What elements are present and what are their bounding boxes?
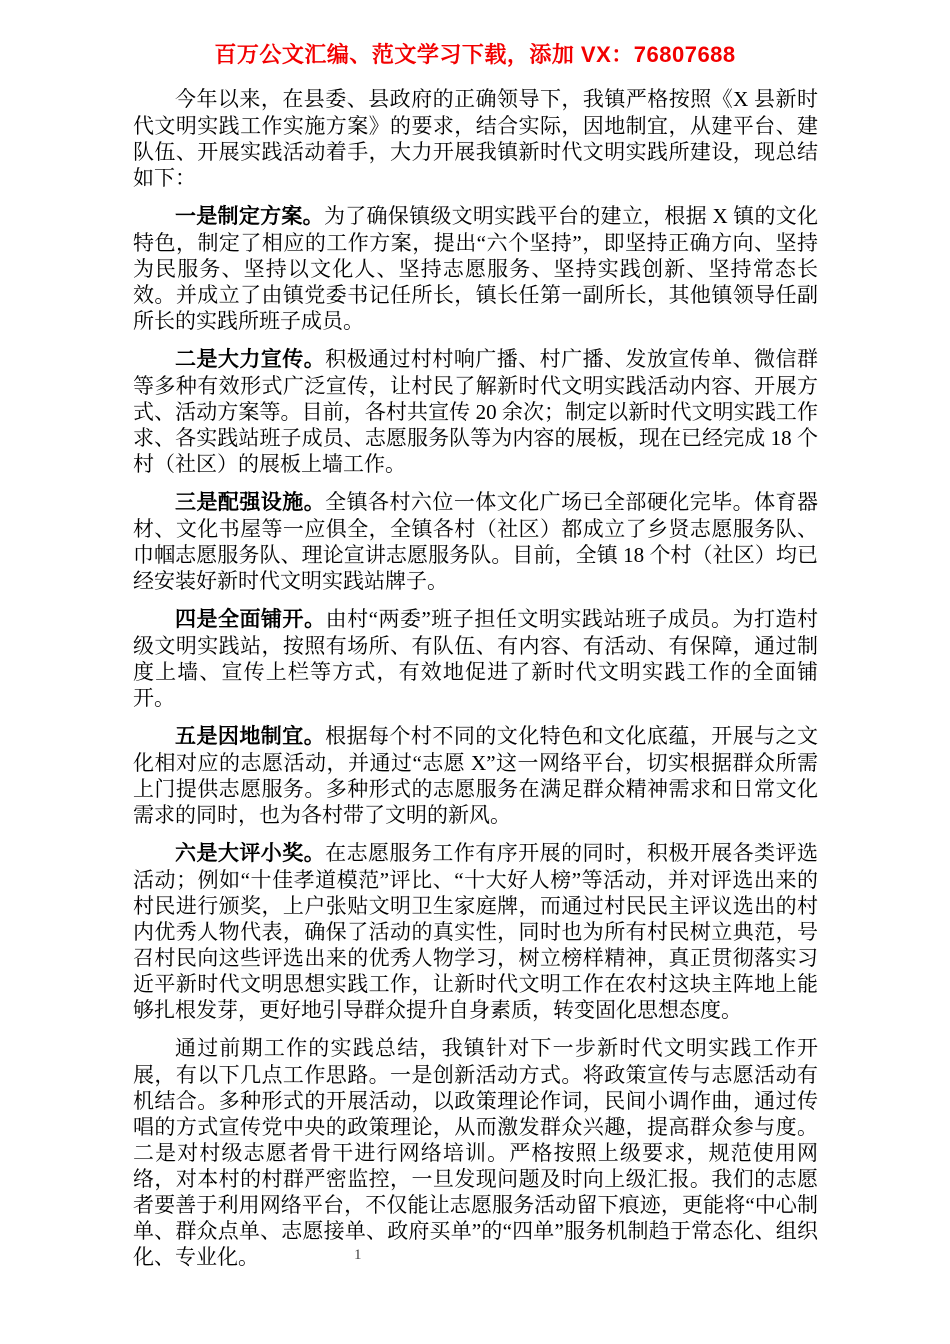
paragraph-text: 全镇各村六位一体文化广场已全部硬化完毕。体育器材、文化书屋等一应俱全，全镇各村（社区）都成立了乡贤志愿服务队、巾帼志愿服务队、理论宣讲志愿服务队。目前，全镇 18 个村（社区）均已经安装好新时代文明实践站牌子。 — [133, 490, 819, 593]
paragraph-text: 根据每个村不同的文化特色和文化底蕴，开展与之文化相对应的志愿活动，并通过“志愿 X”这一网络平台，切实根据群众所需上门提供志愿服务。多种形式的志愿服务在满足群众精神需求和日常文化需求的同时，也为各村带了文明的新风。 — [133, 724, 819, 827]
paragraph — [133, 86, 818, 191]
watermark-header: 百万公文汇编、范文学习下载，添加 VX：76807688 — [214, 42, 736, 67]
paragraph-text: 今年以来，在县委、县政府的正确领导下，我镇严格按照《X 县新时代文明实践工作实施方案》的要求，结合实际，因地制宜，从建平台、建队伍、开展实践活动着手，大力开展我镇新时代文明实践所建设，现总结如下： — [133, 87, 818, 190]
paragraph — [133, 606, 818, 711]
paragraph-lead: 二是大力宣传。 — [175, 348, 326, 371]
paragraph — [133, 840, 818, 1023]
paragraph-lead: 五是因地制宜。 — [175, 725, 326, 748]
page-number: 1 — [354, 1247, 362, 1263]
paragraph-text: 在志愿服务工作有序开展的同时，积极开展各类评选活动；例如“十佳孝道模范”评比、“十大好人榜”等活动，并对评选出来的村民进行颁奖，上户张贴文明卫生家庭牌，而通过村民民主评议选出的村内优秀人物代表，确保了活动的真实性，同时也为所有村民树立典范，号召村民向这些评选出来的优秀人物学习，树立榜样精神，真正贯彻落实习近平新时代文明思想实践工作，让新时代文明工作在农村这块主阵地上能够扎根发芽，更好地引导群众提升自身素质，转变固化思想态度。 — [133, 841, 819, 1022]
paragraph-lead: 四是全面铺开。 — [175, 608, 326, 631]
paragraph-lead: 一是制定方案。 — [175, 205, 324, 228]
paragraph-text: 由村“两委”班子担任文明实践站班子成员。为打造村级文明实践站，按照有场所、有队伍、有内容、有活动、有保障，通过制度上墙、宣传上栏等方式，有效地促进了新时代文明实践工作的全面铺开。 — [133, 607, 819, 710]
paragraph-text: 为了确保镇级文明实践平台的建立，根据 X 镇的文化特色，制定了相应的工作方案，提出“六个坚持”，即坚持正确方向、坚持为民服务、坚持以文化人、坚持志愿服务、坚持实践创新、坚持常态长效。并成立了由镇党委书记任所长，镇长任第一副所长，其他镇领导任副所长的实践所班子成员。 — [133, 204, 819, 333]
document-body — [133, 86, 818, 1270]
paragraph — [133, 1035, 818, 1270]
paragraph — [133, 346, 818, 477]
paragraph-text: 通过前期工作的实践总结，我镇针对下一步新时代文明实践工作开展，有以下几点工作思路。一是创新活动方式。将政策宣传与志愿活动有机结合。多种形式的开展活动，以政策理论作词，民间小调作曲，通过传唱的方式宣传党中央的政策理论，从而激发群众兴趣，提高群众参与度。二是对村级志愿者骨干进行网络培训。严格按照上级要求，规范使用网络，对本村的村群严密监控，一旦发现问题及时向上级汇报。我们的志愿者要善于利用网络平台，不仅能让志愿服务活动留下痕迹，更能将“中心制单、群众点单、志愿接单、政府买单”的“四单”服务机制趋于常态化、组织化、专业化。 — [133, 1036, 818, 1269]
paragraph — [133, 723, 818, 828]
paragraph-lead: 六是大评小奖。 — [175, 842, 326, 865]
paragraph-text: 积极通过村村响广播、村广播、发放宣传单、微信群等多种有效形式广泛宣传，让村民了解新时代文明实践活动内容、开展方式、活动方案等。目前，各村共宣传 20 余次；制定以新时代文明实践工作求、各实践站班子成员、志愿服务队等为内容的展板，现在已经完成 18 个村（社区）的展板上墙工作。 — [133, 347, 819, 476]
paragraph — [133, 203, 818, 334]
paragraph-lead: 三是配强设施。 — [175, 491, 326, 514]
paragraph — [133, 489, 818, 594]
